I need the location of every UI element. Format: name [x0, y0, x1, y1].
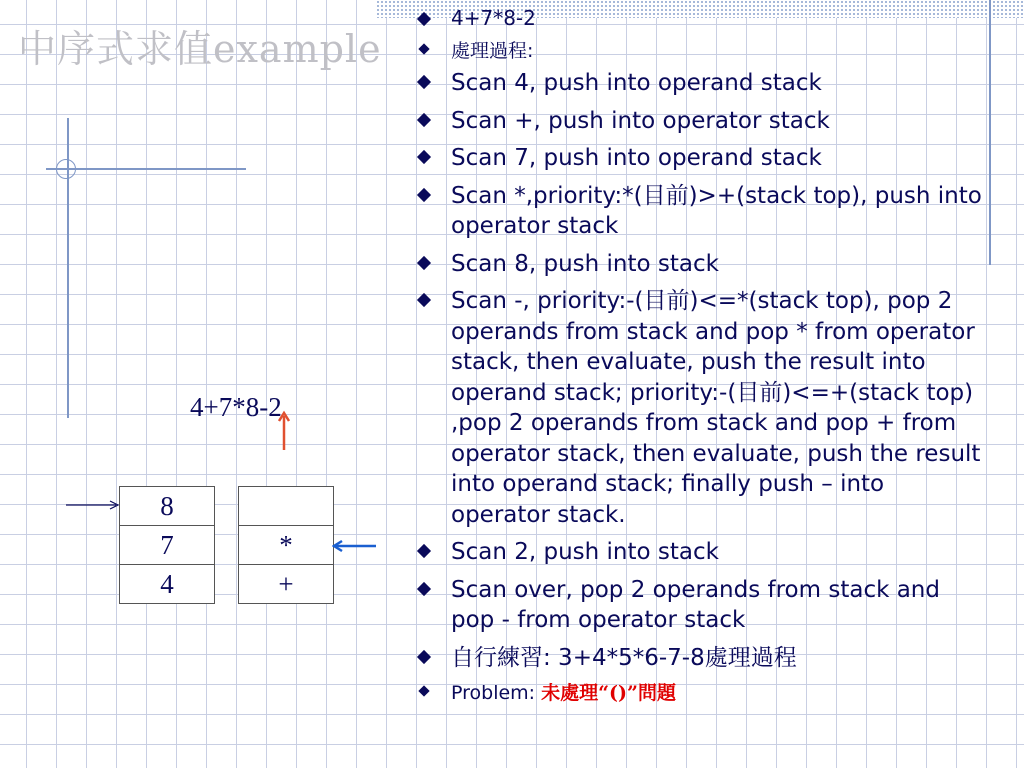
diamond-bullet-icon — [417, 150, 431, 164]
bullet-text: Scan *,priority:*(目前)>+(stack top), push into operator stack — [451, 182, 982, 239]
bullet-item — [415, 38, 990, 64]
scan-pointer-arrow-icon — [276, 410, 292, 452]
decorative-circle — [56, 159, 76, 179]
bullet-text: Scan 2, push into stack — [451, 539, 719, 565]
operator-stack-cell — [239, 487, 333, 526]
operator-top-arrow-icon — [332, 538, 378, 554]
bullet-text: Scan -, priority:-(目前)<=*(stack top), pop 2 operands from stack and pop * from operator stack, then evaluate, push the result into operand stack; priority:-(目前)<=+(stack top) ,pop 2 operands from stack and pop + from operator stack, then evaluate, push the result into operand stack; finally push – into operator stack. — [451, 288, 981, 528]
operand-stack-cell: 8 — [120, 487, 214, 526]
bullet-item — [415, 286, 990, 530]
bullet-list — [415, 5, 990, 710]
bullet-text: Scan 7, push into operand stack — [451, 145, 822, 171]
bullet-text: Scan over, pop 2 operands from stack and pop - from operator stack — [451, 576, 940, 633]
bullet-item — [415, 143, 990, 174]
operand-stack-cell: 4 — [160, 569, 174, 599]
diamond-bullet-icon — [417, 112, 431, 126]
expression-label: 4+7*8-2 — [190, 392, 282, 422]
bullet-text: Scan 8, push into stack — [451, 250, 719, 277]
bullet-text: Problem: — [451, 682, 542, 704]
operand-stack-cell: 7 — [120, 526, 214, 565]
bullet-item — [415, 575, 990, 636]
bullet-item — [415, 249, 990, 280]
bullet-item — [415, 68, 990, 99]
bullet-item — [415, 680, 990, 706]
diamond-bullet-icon — [418, 685, 429, 696]
bullet-text: Scan +, push into operator stack — [451, 107, 830, 134]
bullet-item — [415, 643, 990, 674]
decorative-horizontal-line — [46, 168, 246, 170]
diamond-bullet-icon — [417, 293, 431, 307]
diamond-bullet-icon — [417, 12, 431, 26]
bullet-item — [415, 106, 990, 137]
diamond-bullet-icon — [417, 649, 431, 663]
problem-highlight: 未處理“()”問題 — [541, 682, 676, 704]
operand-stack — [119, 486, 215, 604]
diamond-bullet-icon — [417, 187, 431, 201]
diamond-bullet-icon — [417, 581, 431, 595]
diamond-bullet-icon — [417, 255, 431, 269]
operand-top-arrow-icon — [66, 498, 122, 512]
bullet-item — [415, 5, 990, 31]
diamond-bullet-icon — [417, 544, 431, 558]
bullet-item — [415, 537, 990, 568]
bullet-text: 4+7*8-2 — [451, 6, 536, 30]
operator-stack — [238, 486, 334, 604]
diamond-bullet-icon — [418, 43, 429, 54]
bullet-text: 處理過程: — [451, 40, 534, 62]
diamond-bullet-icon — [417, 75, 431, 89]
bullet-text: 自行練習: 3+4*5*6-7-8處理過程 — [451, 644, 797, 671]
operator-stack-cell: * — [239, 526, 333, 565]
bullet-text: Scan 4, push into operand stack — [451, 70, 822, 96]
bullet-item — [415, 181, 990, 242]
slide-title: 中序式求值example — [18, 27, 382, 71]
operator-stack-cell: + — [278, 569, 294, 599]
